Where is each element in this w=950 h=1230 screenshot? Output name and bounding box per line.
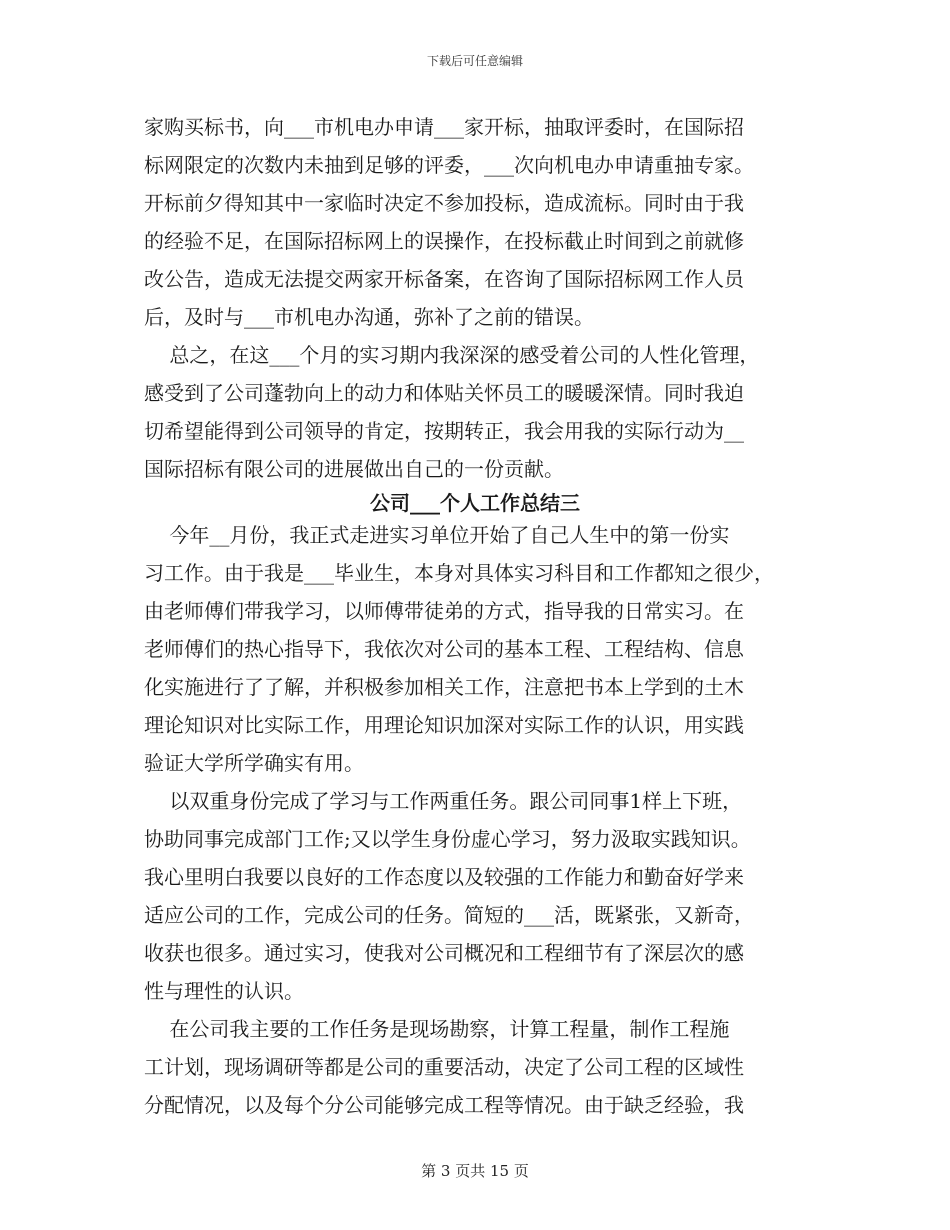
text-line: 后，及时与___市机电办沟通，弥补了之前的错误。: [144, 305, 594, 329]
text-line: 改公告，造成无法提交两家开标备案，在咨询了国际招标网工作人员: [144, 267, 744, 291]
text-line: 验证大学所学确实有用。: [144, 751, 364, 775]
page-header: 下载后可任意编辑: [426, 54, 523, 68]
text-line: 标网限定的次数内未抽到足够的评委，___次向机电办申请重抽专家。: [144, 153, 754, 177]
text-line: 开标前夕得知其中一家临时决定不参加投标，造成流标。同时由于我: [144, 191, 744, 215]
text-line: 适应公司的工作，完成公司的任务。简短的___活，既紧张，又新奇，: [144, 903, 754, 927]
text-line: 我心里明白我要以良好的工作态度以及较强的工作能力和勤奋好学来: [144, 865, 744, 889]
page-footer: 第 3 页共 15 页: [421, 1162, 529, 1180]
text-line: 习工作。由于我是___毕业生，本身对具体实习科目和工作都知之很少，: [144, 561, 774, 585]
text-line: 在公司我主要的工作任务是现场勘察，计算工程量，制作工程施: [144, 1017, 730, 1041]
text-line: 的经验不足，在国际招标网上的误操作，在投标截止时间到之前就修: [144, 229, 744, 253]
text-line: 工计划，现场调研等都是公司的重要活动，决定了公司工程的区域性: [144, 1055, 744, 1079]
text-line: 切希望能得到公司领导的肯定，按期转正，我会用我的实际行动为__: [144, 419, 744, 443]
text-line: 协助同事完成部门工作;又以学生身份虚心学习，努力汲取实践知识。: [144, 827, 751, 851]
text-line: 由老师傅们带我学习，以师傅带徒弟的方式，指导我的日常实习。在: [144, 599, 744, 623]
section-title: 公司___个人工作总结三: [370, 491, 580, 515]
text-line: 性与理性的认识。: [144, 979, 304, 1003]
text-line: 理论知识对比实际工作，用理论知识加深对实际工作的认识，用实践: [144, 713, 744, 737]
text-line: 感受到了公司蓬勃向上的动力和体贴关怀员工的暖暖深情。同时我迫: [144, 381, 744, 405]
text-line: 分配情况，以及每个分公司能够完成工程等情况。由于缺乏经验，我: [144, 1093, 744, 1117]
text-line: 老师傅们的热心指导下，我依次对公司的基本工程、工程结构、信息: [144, 637, 744, 661]
text-line: 今年__月份，我正式走进实习单位开始了自己人生中的第一份实: [144, 523, 730, 547]
text-line: 化实施进行了了解，并积极参加相关工作，注意把书本上学到的土木: [144, 675, 744, 699]
text-line: 以双重身份完成了学习与工作两重任务。跟公司同事1样上下班，: [144, 789, 743, 813]
text-line: 国际招标有限公司的进展做出自己的一份贡献。: [144, 457, 564, 481]
text-line: 家购买标书，向___市机电办申请___家开标，抽取评委时，在国际招: [144, 115, 744, 139]
text-line: 总之，在这___个月的实习期内我深深的感受着公司的人性化管理，: [144, 343, 760, 367]
text-line: 收获也很多。通过实习，使我对公司概况和工程细节有了深层次的感: [144, 941, 744, 965]
